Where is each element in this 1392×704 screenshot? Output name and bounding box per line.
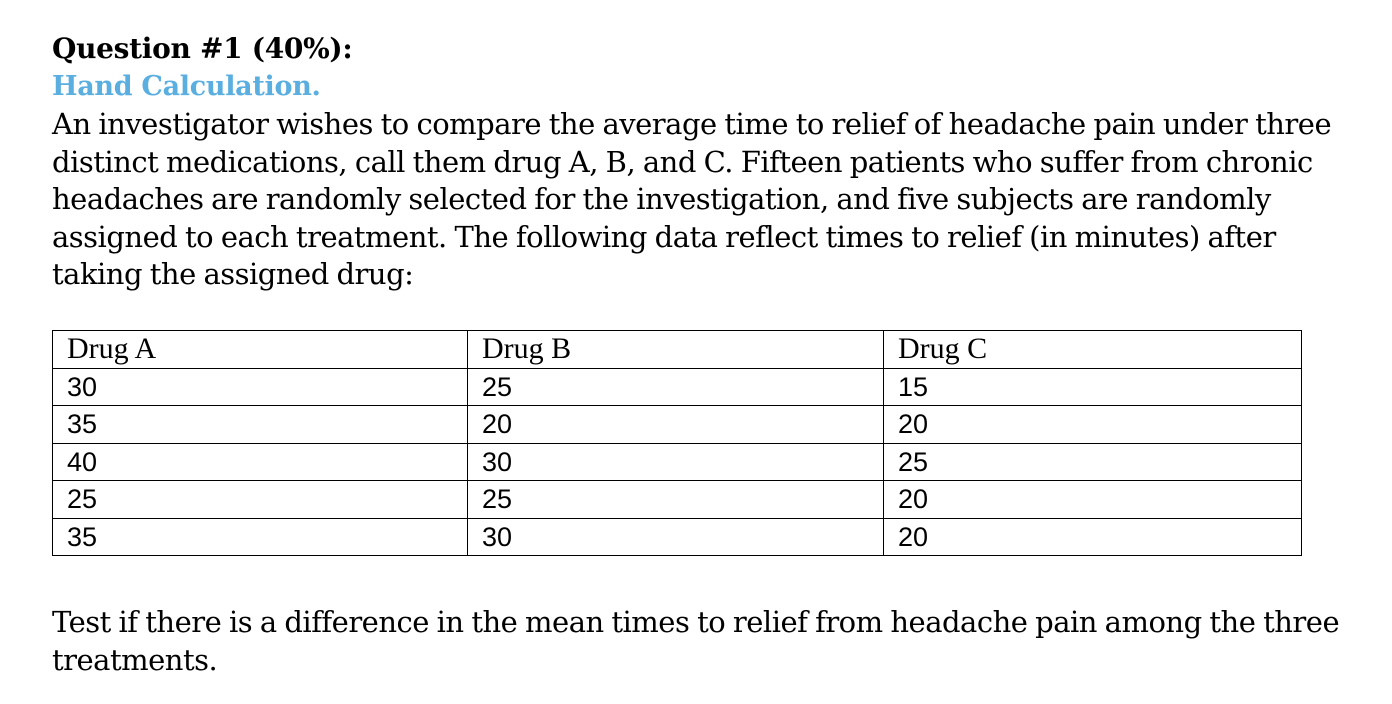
relief-times-table [52, 330, 1302, 556]
header-drug-a: Drug A [53, 331, 468, 369]
hand-calculation-subheading: Hand Calculation. [52, 71, 321, 102]
table-cell: 20 [884, 518, 1302, 556]
table-cell: 20 [884, 481, 1302, 519]
header-drug-c: Drug C [884, 331, 1302, 369]
table-row [53, 406, 1302, 444]
table-cell: 25 [468, 481, 884, 519]
table-cell: 25 [468, 368, 884, 406]
table-cell: 30 [468, 443, 884, 481]
table-cell: 35 [53, 406, 468, 444]
table-header-row [53, 331, 1302, 369]
test-instruction-paragraph: Test if there is a difference in the mean times to relief from headache pain among the three treatments. [52, 605, 1340, 677]
problem-paragraph: An investigator wishes to compare the average time to relief of headache pain under three distinct medications, call them drug A, B, and C. Fifteen patients who suffer from chronic headaches are randomly selected for the investigation, and five subjects are randomly assigned to each treatment. The following data reflect times to relief (in minutes) after taking the assigned drug: [52, 107, 1332, 291]
table-cell: 30 [468, 518, 884, 556]
table-cell: 15 [884, 368, 1302, 406]
table-row [53, 481, 1302, 519]
table-row [53, 518, 1302, 556]
table-cell: 35 [53, 518, 468, 556]
table-row [53, 443, 1302, 481]
header-drug-b: Drug B [468, 331, 884, 369]
table-row [53, 368, 1302, 406]
question-heading: Question #1 (40%): [52, 32, 353, 65]
table-cell: 40 [53, 443, 468, 481]
table-cell: 20 [884, 406, 1302, 444]
table-cell: 30 [53, 368, 468, 406]
table-cell: 20 [468, 406, 884, 444]
table-cell: 25 [53, 481, 468, 519]
table-cell: 25 [884, 443, 1302, 481]
